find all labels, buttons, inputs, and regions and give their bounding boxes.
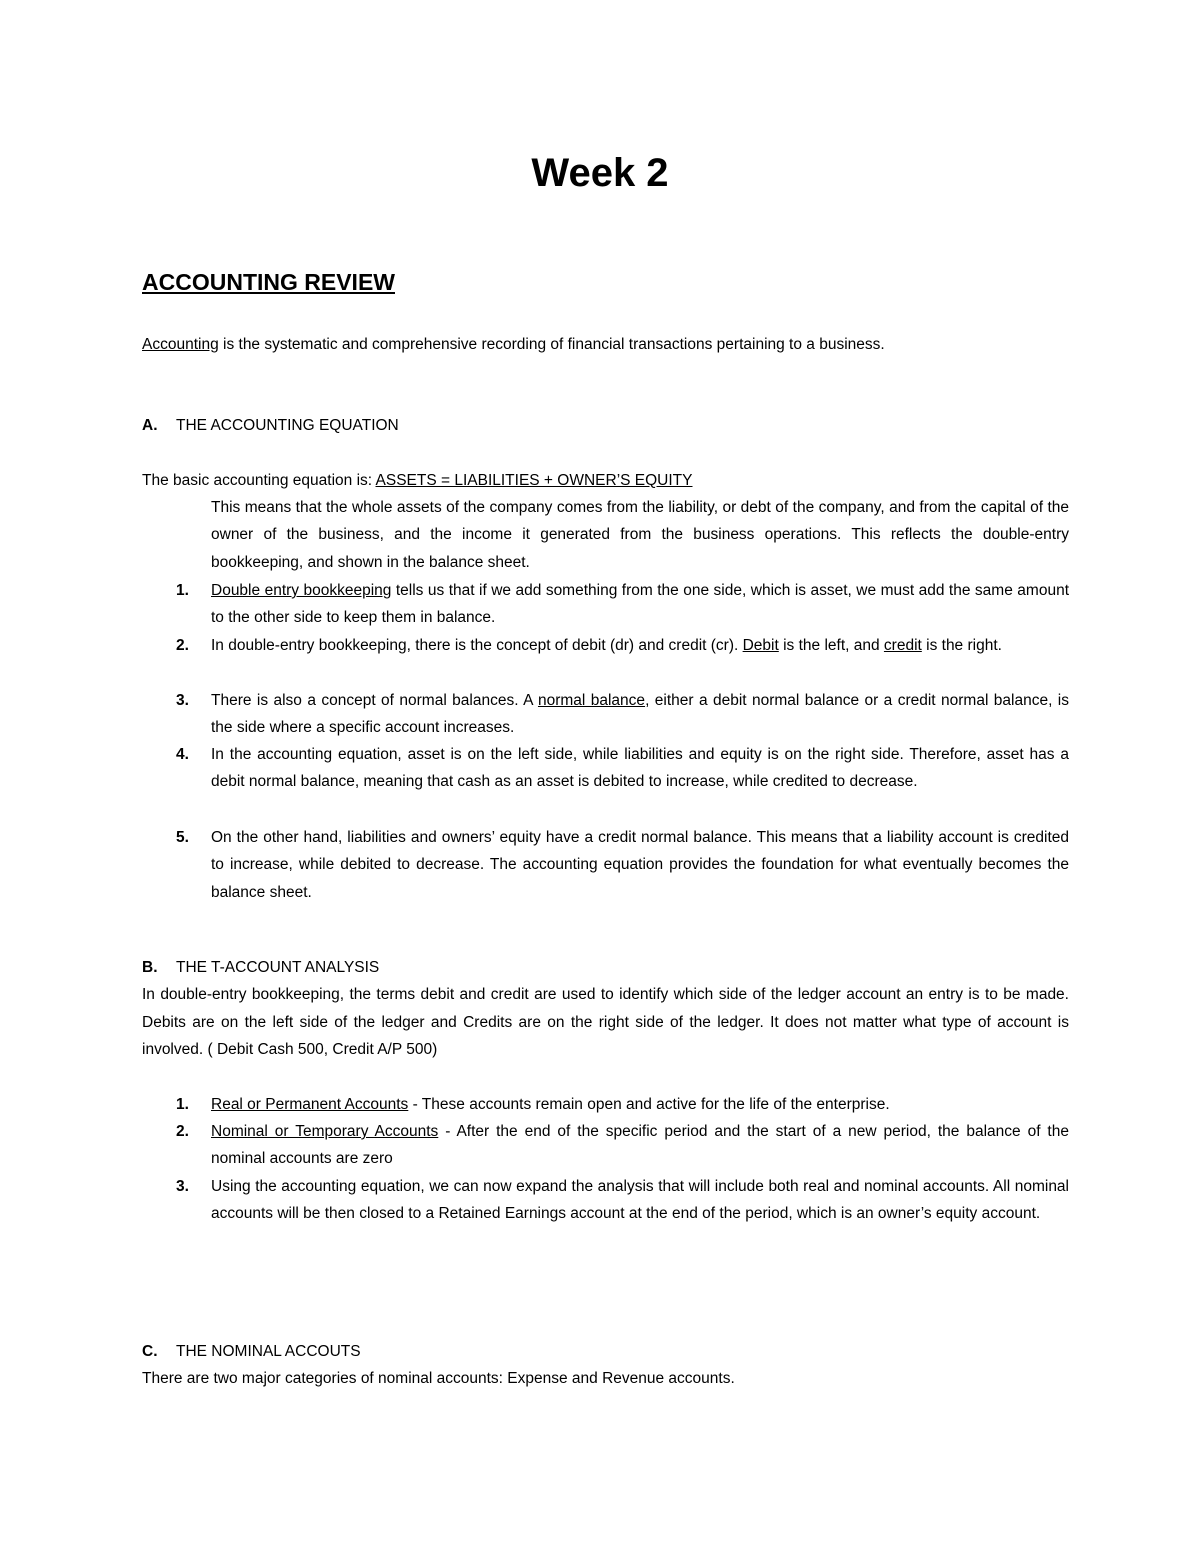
- list-number: 1.: [176, 582, 189, 599]
- section-b-title: THE T-ACCOUNT ANALYSIS: [176, 959, 380, 976]
- section-a-heading: [142, 412, 399, 439]
- page-title: Week 2: [531, 151, 669, 195]
- section-c-paragraph: There are two major categories of nominal accounts: Expense and Revenue accounts.: [142, 1370, 735, 1387]
- item-term: normal balance: [537, 692, 646, 709]
- section-b-letter: B.: [142, 959, 158, 976]
- list-number: 2.: [176, 1123, 189, 1140]
- section-heading: ACCOUNTING REVIEW: [142, 269, 395, 295]
- list-item: Real or Permanent Accounts - These accounts remain open and active for the life of the enterprise.: [211, 1096, 890, 1113]
- section-b-heading: [142, 954, 379, 981]
- list-number: 4.: [176, 746, 189, 763]
- list-item: Using the accounting equation, we can now expand the analysis that will include both real and nominal accounts. All nominal accounts will be then closed to a Retained Earnings account at the end of the period, which is an owner’s equity account.: [211, 1178, 1069, 1223]
- equation-text: ASSETS = LIABILITIES + OWNER’S EQUITY: [375, 472, 693, 489]
- section-c-title: THE NOMINAL ACCOUTS: [176, 1343, 361, 1360]
- list-number: 2.: [176, 637, 189, 654]
- equation-prefix: The basic accounting equation is:: [142, 472, 376, 489]
- item-term: Real or Permanent Accounts: [211, 1096, 409, 1113]
- intro-paragraph: [142, 331, 885, 358]
- equation-line: [142, 467, 693, 494]
- section-c-letter: C.: [142, 1343, 158, 1360]
- equation-explanation: This means that the whole assets of the company comes from the liability, or debt of the company, and from the capital of the owner of the business, and the income it generated from the business operations. This reflects the double-entry bookkeeping, and shown in the balance sheet.: [211, 499, 1069, 571]
- item-term: Debit: [742, 637, 779, 654]
- list-item: In the accounting equation, asset is on the left side, while liabilities and equity is on the right side. Therefore, asset has a debit normal balance, meaning that cash as an asset is debited to increase, while credited to decrease.: [211, 746, 1069, 791]
- list-number: 3.: [176, 1178, 189, 1195]
- list-item: In double-entry bookkeeping, there is the concept of debit (dr) and credit (cr). Debit is the left, and credit is the right.: [211, 637, 1002, 654]
- intro-text: is the systematic and comprehensive recording of financial transactions pertaining to a business.: [218, 336, 885, 353]
- section-c-heading: [142, 1338, 361, 1365]
- intro-term: Accounting: [142, 336, 219, 353]
- item-term: Double entry bookkeeping: [211, 582, 392, 599]
- section-a-title: THE ACCOUNTING EQUATION: [176, 417, 399, 434]
- list-item: On the other hand, liabilities and owners’ equity have a credit normal balance. This means that a liability account is credited to increase, while debited to decrease. The accounting equation provides the foundation for what eventually becomes the balance sheet.: [211, 829, 1069, 901]
- list-item: Double entry bookkeeping tells us that if we add something from the one side, which is asset, we must add the same amount to the other side to keep them in balance.: [211, 582, 1069, 627]
- list-number: 5.: [176, 829, 189, 846]
- list-number: 3.: [176, 692, 189, 709]
- item-term: credit: [883, 637, 922, 654]
- section-a-letter: A.: [142, 417, 158, 434]
- section-b-paragraph: In double-entry bookkeeping, the terms debit and credit are used to identify which side of the ledger account an entry is to be made. Debits are on the left side of the ledger and Credits are on the right side of the ledger. It does not matter what type of account is involved. ( Debit Cash 500, Credit A/P 500): [142, 986, 1069, 1058]
- list-number: 1.: [176, 1096, 189, 1113]
- list-item: Nominal or Temporary Accounts - After the end of the specific period and the start of a new period, the balance of the nominal accounts are zero: [211, 1123, 1069, 1168]
- list-item: There is also a concept of normal balances. A normal balance, either a debit normal balance or a credit normal balance, is the side where a specific account increases.: [211, 692, 1069, 737]
- item-term: Nominal or Temporary Accounts: [211, 1123, 439, 1140]
